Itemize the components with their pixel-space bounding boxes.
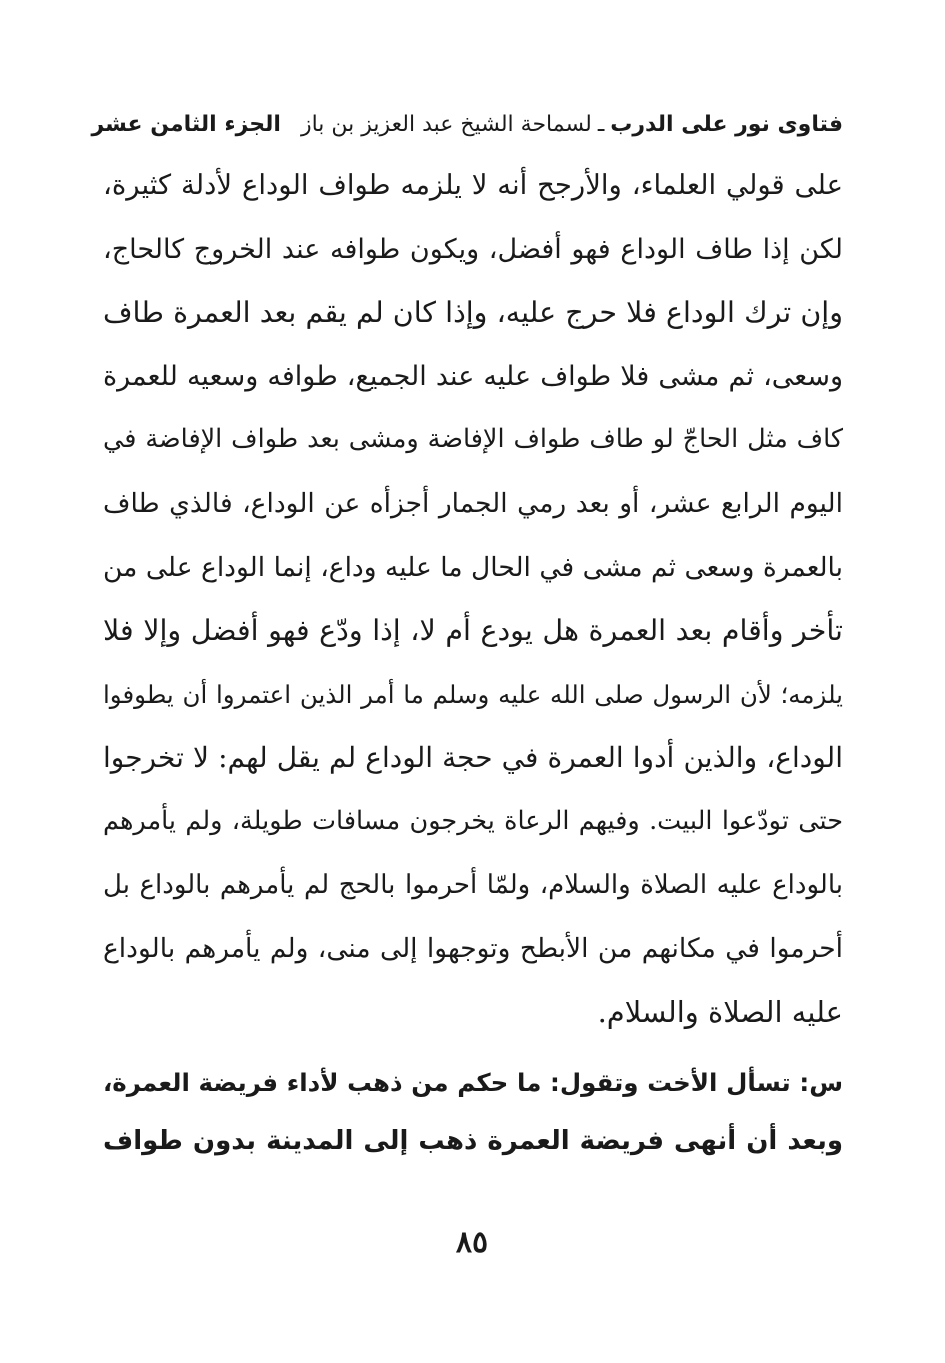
text-line: على قولي العلماء، والأرجح أنه لا يلزمه طواف الوداع لأدلة كثيرة، bbox=[103, 169, 843, 201]
text-line: لكن إذا طاف الوداع فهو أفضل، ويكون طوافه عند الخروج كالحاج، bbox=[103, 233, 843, 265]
text-line: الوداع، والذين أدوا العمرة في حجة الوداع لم يقل لهم: لا تخرجوا bbox=[103, 741, 843, 775]
text-line: تأخر وأقام بعد العمرة هل يودع أم لا، إذا ودّع فهو أفضل وإلا فلا bbox=[103, 614, 843, 648]
body-text bbox=[103, 154, 843, 1044]
question-line: س: تسأل الأخت وتقول: ما حكم من ذهب لأداء فريضة العمرة، bbox=[103, 1068, 843, 1097]
question-block bbox=[103, 1054, 843, 1170]
header-separator: ـ bbox=[597, 111, 605, 137]
text-line: بالوداع عليه الصلاة والسلام، ولمّا أحرموا بالحج لم يأمرهم بالوداع بل bbox=[103, 869, 843, 900]
text-line: وإن ترك الوداع فلا حرج عليه، وإذا كان لم يقم بعد العمرة طاف bbox=[103, 296, 843, 330]
text-line: حتى تودّعوا البيت. وفيهم الرعاة يخرجون مسافات طويلة، ولم يأمرهم bbox=[103, 805, 843, 836]
running-header bbox=[91, 104, 843, 144]
page-number: ٨٥ bbox=[455, 1225, 489, 1260]
text-line: عليه الصلاة والسلام. bbox=[597, 994, 843, 1029]
author-name: لسماحة الشيخ عبد العزيز بن باز bbox=[300, 111, 592, 137]
text-line: وسعى، ثم مشى فلا طواف عليه عند الجميع، طوافه وسعيه للعمرة bbox=[103, 360, 843, 392]
text-line: أحرموا في مكانهم من الأبطح وتوجهوا إلى منى، ولم يأمرهم بالوداع bbox=[103, 933, 843, 965]
text-line: اليوم الرابع عشر، أو بعد رمي الجمار أجزأه عن الوداع، فالذي طاف bbox=[103, 487, 843, 519]
question-line: وبعد أن أنهى فريضة العمرة ذهب إلى المدينة بدون طواف bbox=[103, 1126, 843, 1156]
text-line: كاف مثل الحاجّ لو طاف طواف الإفاضة ومشى بعد طواف الإفاضة في bbox=[103, 424, 843, 455]
text-line: يلزمه؛ لأن الرسول صلى الله عليه وسلم ما أمر الذين اعتمروا أن يطوفوا bbox=[103, 679, 843, 709]
volume-label: الجزء الثامن عشر bbox=[91, 111, 281, 137]
book-title: فتاوى نور على الدرب bbox=[610, 111, 843, 137]
text-line: بالعمرة وسعى ثم مشى في الحال ما عليه وداع، إنما الوداع على من bbox=[103, 551, 843, 583]
